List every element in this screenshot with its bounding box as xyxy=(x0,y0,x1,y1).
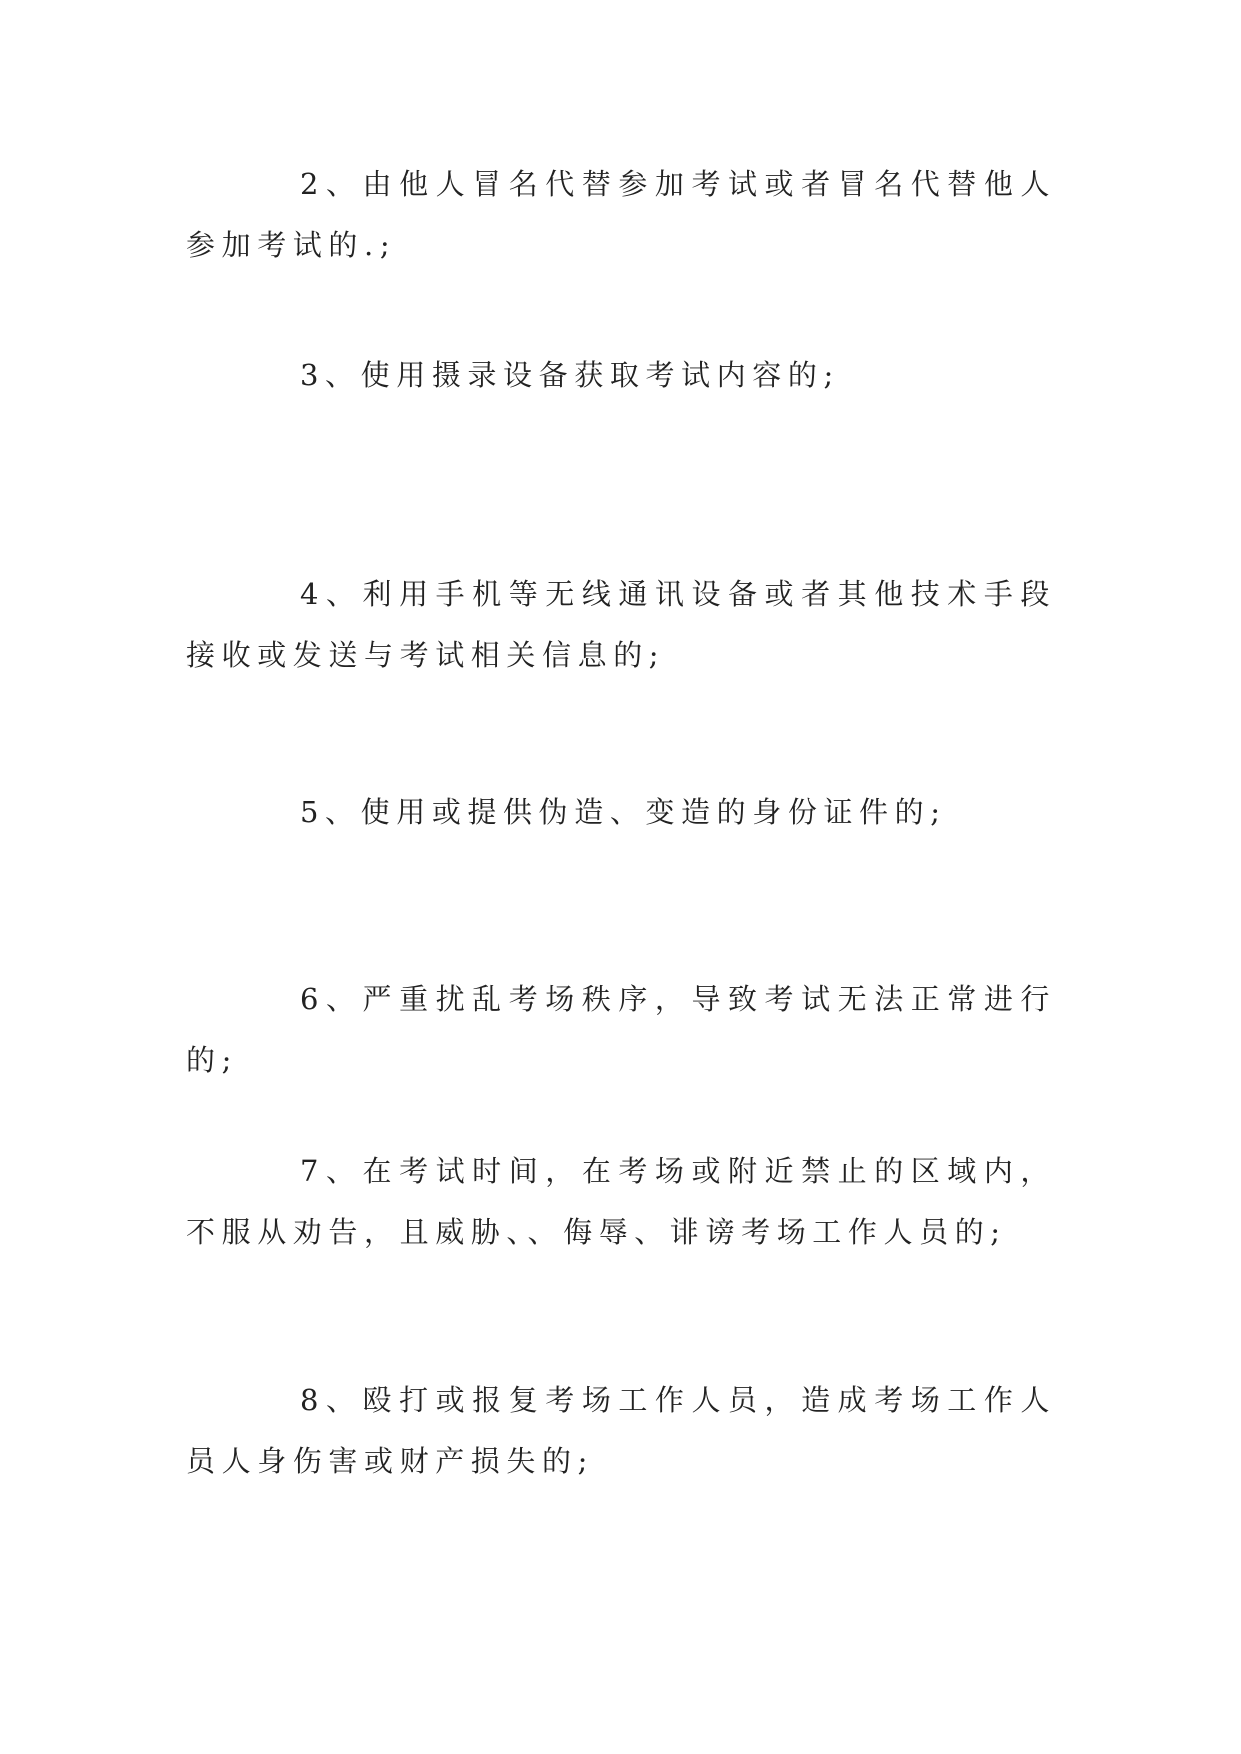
list-item: 8、殴打或报复考场工作人员，造成考场工作人员人身伤害或财产损失的; xyxy=(186,1383,1056,1478)
list-item: 7、在考试时间，在考场或附近禁止的区域内，不服从劝告，且威胁、、侮辱、诽谤考场工作人员的; xyxy=(186,1154,1056,1249)
list-item: 5、使用或提供伪造、变造的身份证件的; xyxy=(300,795,947,829)
list-item: 4、利用手机等无线通讯设备或者其他技术手段接收或发送与考试相关信息的; xyxy=(186,577,1056,672)
list-item: 6、严重扰乱考场秩序，导致考试无法正常进行的; xyxy=(186,982,1056,1077)
list-item: 2、由他人冒名代替参加考试或者冒名代替他人参加考试的.; xyxy=(186,167,1056,262)
list-item: 3、使用摄录设备获取考试内容的; xyxy=(300,358,840,392)
